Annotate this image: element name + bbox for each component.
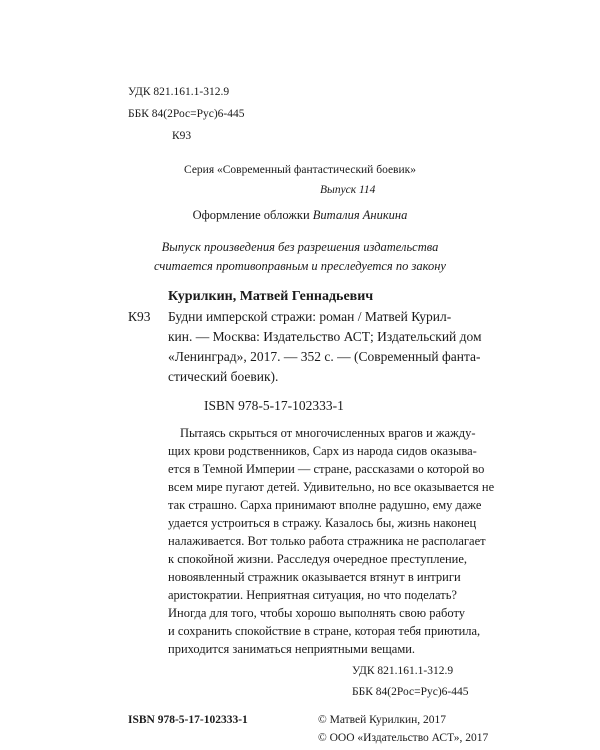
bib-line-2: кин. — Москва: Издательство АСТ; Издательский дом — [168, 329, 482, 344]
annotation-line: и сохранить спокойствие в стране, которая тебя приютила, — [168, 624, 481, 638]
annotation-line: ется в Темной Империи — стране, рассказами о которой во — [168, 462, 485, 476]
udk-top: УДК 821.161.1-312.9 — [128, 86, 230, 98]
annotation-line: Пытаясь скрыться от многочисленных врагов и жажду- — [180, 426, 476, 440]
copyright-publisher: © ООО «Издательство АСТ», 2017 — [318, 732, 489, 744]
series-line: Серия «Современный фантастический боевик» — [184, 164, 416, 176]
author-code-top: К93 — [172, 130, 192, 142]
cover-credit — [0, 208, 600, 223]
bib-line-4: стический боевик). — [168, 369, 279, 384]
footer-isbn: ISBN 978-5-17-102333-1 — [128, 714, 248, 726]
annotation-line: новоявленный стражник оказывается втянут в интриги — [168, 570, 461, 584]
annotation-line: налаживается. Вот только работа стражника не располагает — [168, 534, 486, 548]
bbk-bottom: ББК 84(2Рос=Рус)6-445 — [352, 686, 469, 698]
bib-line-3: «Ленинград», 2017. — 352 с. — (Современный фанта- — [168, 349, 481, 364]
warning-line-2: считается противоправным и преследуется по закону — [154, 259, 446, 273]
bib-isbn: ISBN 978-5-17-102333-1 — [204, 398, 344, 413]
annotation-line: Иногда для того, чтобы хорошо выполнять свою работу — [168, 606, 465, 620]
annotation-line: так страшно. Сарха принимают вполне радушно, ему даже — [168, 498, 482, 512]
annotation-line: удается устроиться в стражу. Казалось бы, жизнь наконец — [168, 516, 477, 530]
bib-line-1: Будни имперской стражи: роман / Матвей Курил- — [168, 309, 452, 324]
bib-author: Курилкин, Матвей Геннадьевич — [168, 289, 374, 304]
series-issue: Выпуск 114 — [320, 184, 376, 196]
annotation-line: щих крови родственников, Сарх из народа сидов оказыва- — [168, 444, 477, 458]
bib-code: К93 — [128, 309, 151, 324]
annotation-line: к спокойной жизни. Расследуя очередное преступление, — [168, 552, 468, 566]
cover-credit-label: Оформление обложки — [192, 208, 313, 222]
annotation-line: всем мире пугают детей. Удивительно, но все оказывается не — [168, 480, 495, 494]
annotation-line: аристократии. Неприятная ситуация, но что поделать? — [168, 588, 457, 602]
udk-bottom: УДК 821.161.1-312.9 — [352, 665, 454, 677]
cover-credit-artist: Виталия Аникина — [312, 208, 408, 222]
annotation-line: приходится заниматься неприятными вещами. — [168, 642, 416, 656]
warning-line-1: Выпуск произведения без разрешения издательства — [161, 240, 439, 254]
bbk-top: ББК 84(2Рос=Рус)6-445 — [128, 108, 245, 120]
copyright-author: © Матвей Курилкин, 2017 — [318, 714, 447, 726]
